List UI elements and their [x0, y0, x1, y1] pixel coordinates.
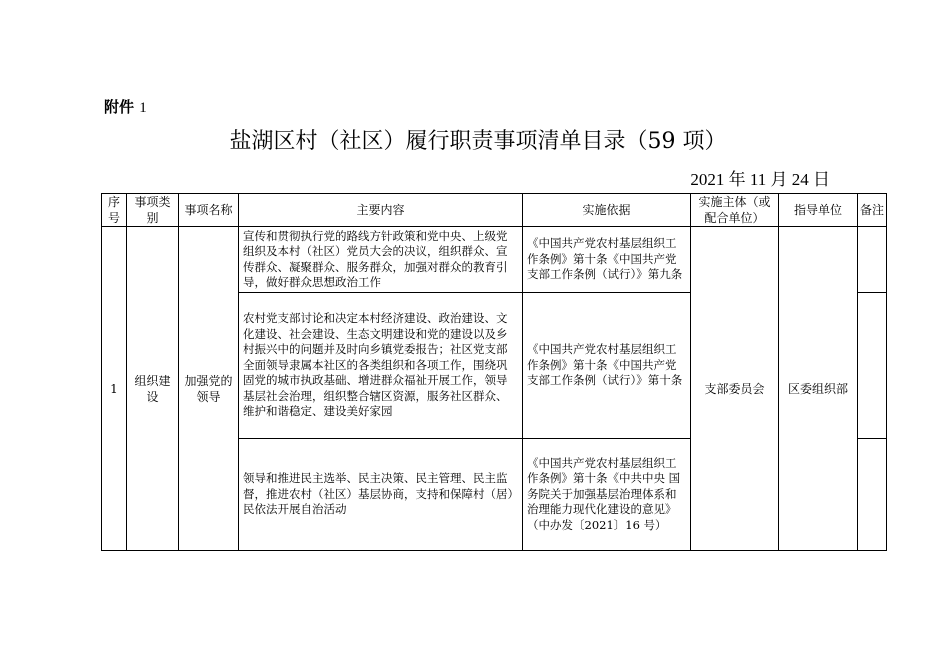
attachment-text: 附件	[104, 98, 135, 116]
document-title: 盐湖区村（社区）履行职责事项清单目录（59 项）	[229, 129, 727, 154]
cell-note	[858, 293, 887, 439]
header-seq: 序号	[102, 194, 127, 227]
table-row	[102, 227, 887, 293]
header-category: 事项类别	[127, 194, 179, 227]
cell-seq: 1	[102, 227, 127, 551]
table-header-row	[102, 194, 887, 227]
duty-list-table	[101, 193, 887, 551]
header-name: 事项名称	[179, 194, 239, 227]
header-basis: 实施依据	[523, 194, 691, 227]
header-content: 主要内容	[239, 194, 523, 227]
header-subject: 实施主体（或配合单位）	[691, 194, 779, 227]
cell-subject: 支部委员会	[691, 227, 779, 551]
cell-basis: 《中国共产党农村基层组织工作条例》第十条《中国共产党支部工作条例（试行）》第十条	[523, 293, 691, 439]
cell-note	[858, 439, 887, 551]
cell-category: 组织建设	[127, 227, 179, 551]
header-guide: 指导单位	[779, 194, 858, 227]
cell-basis: 《中国共产党农村基层组织工作条例》第十条《中共中央 国务院关于加强基层治理体系和治理能力现代化建设的意见》（中办发〔2021〕16 号）	[523, 439, 691, 551]
cell-guide: 区委组织部	[779, 227, 858, 551]
cell-content: 领导和推进民主选举、民主决策、民主管理、民主监督，推进农村（社区）基层协商，支持和保障村（居）民依法开展自治活动	[239, 439, 523, 551]
header-note: 备注	[858, 194, 887, 227]
document-date: 2021 年 11 月 24 日	[690, 170, 830, 189]
cell-content: 农村党支部讨论和决定本村经济建设、政治建设、文化建设、社会建设、生态文明建设和党的建设以及乡村振兴中的问题并及时向乡镇党委报告；社区党支部全面领导隶属本社区的各类组织和各项工作，围绕巩固党的城市执政基础、增进群众福祉开展工作，领导基层社会治理，组织整合辖区资源，服务社区群众、维护和谐稳定、建设美好家园	[239, 293, 523, 439]
attachment-number: 1	[139, 100, 147, 116]
cell-note	[858, 227, 887, 293]
cell-basis: 《中国共产党农村基层组织工作条例》第十条《中国共产党支部工作条例（试行）》第九条	[523, 227, 691, 293]
cell-name: 加强党的领导	[179, 227, 239, 551]
attachment-label	[104, 96, 147, 117]
cell-content: 宣传和贯彻执行党的路线方针政策和党中央、上级党组织及本村（社区）党员大会的决议，组织群众、宣传群众、凝聚群众、服务群众，加强对群众的教育引导，做好群众思想政治工作	[239, 227, 523, 293]
